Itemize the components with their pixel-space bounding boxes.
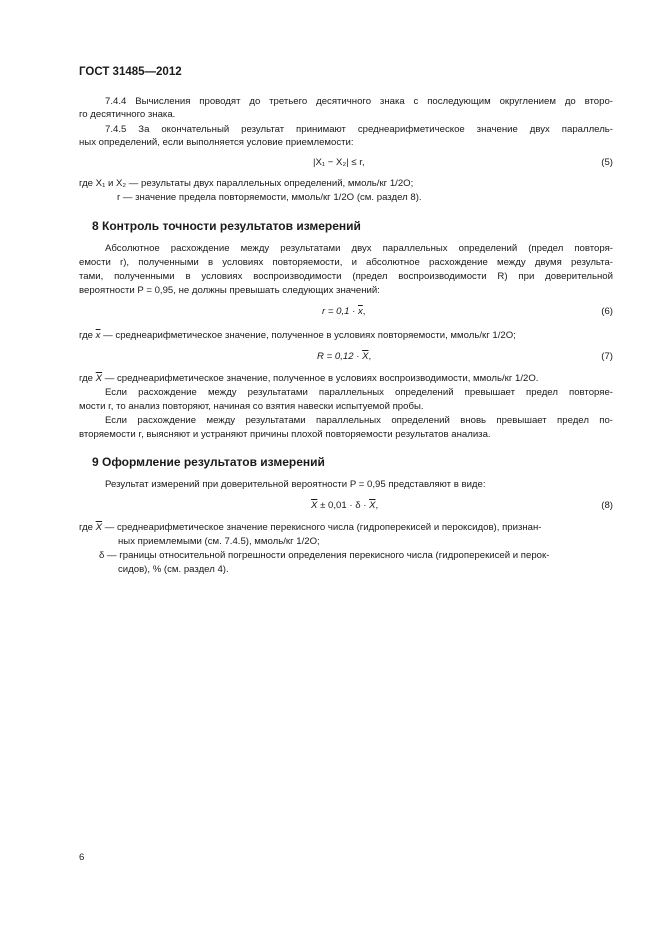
sec9-para-line1: Результат измерений при доверительной вероятности P = 0,95 представляют в виде:: [105, 479, 486, 490]
sec8-para-line3: тами, полученными в условиях воспроизводимости (предел воспроизводимости R) при доверительной: [79, 271, 613, 282]
sec8-para-line4: вероятности P = 0,95, не должны превышать следующих значений:: [79, 285, 380, 296]
para-745-line1: 7.4.5 За окончательный результат принимают среднеарифметическое значение двух параллель-: [105, 124, 613, 135]
formula-8: $\overline{X} \pm 0,01 \cdot \delta \cdot \overline{X}$,: [311, 500, 379, 511]
sec8-para-line1: Абсолютное расхождение между результатами двух параллельных определений (предел повторя-: [105, 243, 613, 254]
formula-7-number: (7): [601, 351, 613, 362]
where-8-line3: δ — границы относительной погрешности определения перекисного числа (гидроперекисей и перок-: [99, 550, 550, 561]
where-6: где $\overline{x}$ — среднеарифметическое значение, полученное в условиях повторяемости, ммоль/кг 1/2O;: [79, 330, 516, 341]
where-8-line1: где $\overline{X}$ — среднеарифметическое значение перекисного числа (гидроперекисей и пероксидов), признан-: [79, 522, 542, 533]
para-745-line2: ных определений, если выполняется условие приемлемости:: [79, 137, 354, 148]
sec8-para-line2: емости r), полученными в условиях повторяемости, и абсолютное расхождение между двумя результа-: [79, 257, 613, 268]
where-5-line1: где X₁ и X₂ — результаты двух параллельных определений, ммоль/кг 1/2O;: [79, 178, 414, 189]
formula-8-number: (8): [601, 500, 613, 511]
para-8b-line1: Если расхождение между результатами параллельных определений вновь превышает предел по-: [105, 415, 613, 426]
page-number: 6: [79, 852, 85, 863]
formula-5-number: (5): [601, 157, 613, 168]
standard-header: ГОСТ 31485—2012: [79, 66, 182, 78]
para-744-line2: го десятичного знака.: [79, 109, 176, 120]
where-5-line2: r — значение предела повторяемости, ммоль/кг 1/2O (см. раздел 8).: [117, 192, 422, 203]
para-8a-line1: Если расхождение между результатами параллельных определений превышает предел повторяе-: [105, 387, 613, 398]
formula-6: $r = 0,1 \cdot \overline{x}$,: [322, 306, 366, 317]
para-8a-line2: мости r, то анализ повторяют, начиная со взятия навески испытуемой пробы.: [79, 401, 424, 412]
where-7: где $\overline{X}$ — среднеарифметическое значение, полученное в условиях воспроизводимости, ммоль/кг 1/2O.: [79, 373, 539, 384]
formula-5: |X₁ − X₂| ≤ r,: [313, 157, 365, 168]
section-8-title: 8 Контроль точности результатов измерений: [92, 219, 361, 233]
formula-6-number: (6): [601, 306, 613, 317]
where-8-line4: сидов), % (см. раздел 4).: [118, 564, 229, 575]
formula-7: $R = 0,12 \cdot \overline{X}$,: [317, 351, 372, 362]
section-9-title: 9 Оформление результатов измерений: [92, 455, 325, 469]
where-8-line2: ных приемлемыми (см. 7.4.5), ммоль/кг 1/2O;: [118, 536, 320, 547]
para-744-line1: 7.4.4 Вычисления проводят до третьего десятичного знака с последующим округлением до второ-: [105, 96, 613, 107]
para-8b-line2: вторяемости r, выясняют и устраняют причины плохой повторяемости результатов анализа.: [79, 429, 491, 440]
